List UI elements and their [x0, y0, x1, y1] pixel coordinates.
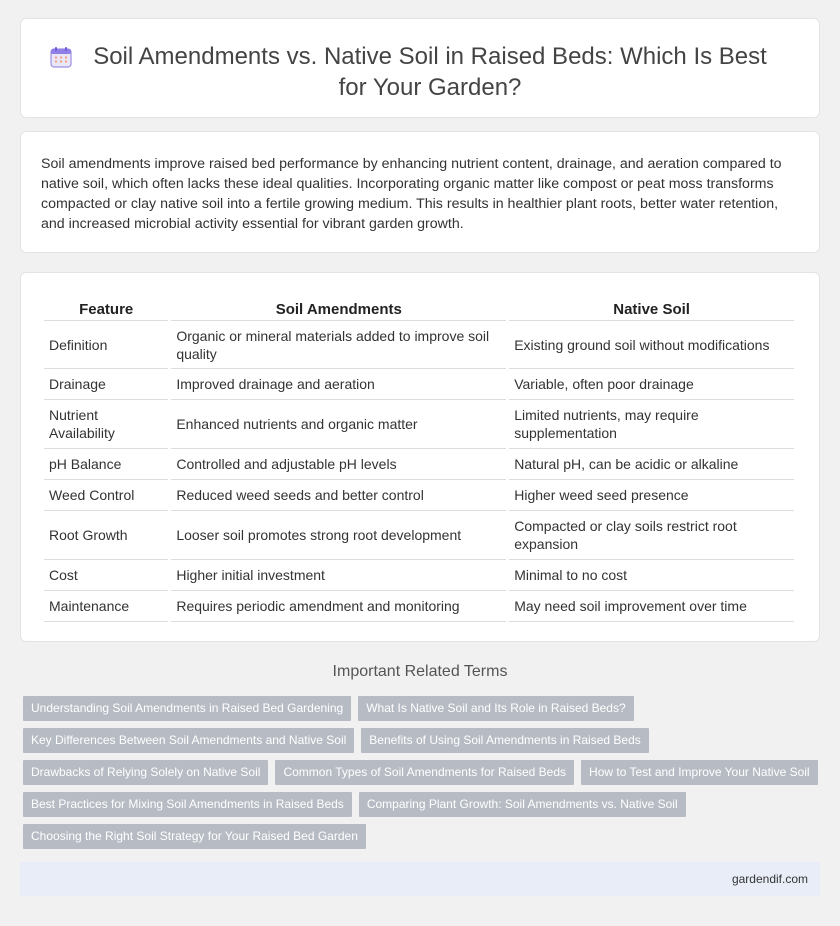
related-term-link[interactable]: Best Practices for Mixing Soil Amendments in Raised Beds	[23, 792, 352, 817]
table-row	[44, 560, 794, 591]
comparison-card	[20, 272, 820, 642]
related-term-link[interactable]: What Is Native Soil and Its Role in Raised Beds?	[358, 696, 633, 721]
amendments-cell: Higher initial investment	[171, 560, 506, 591]
feature-cell: Nutrient Availability	[44, 400, 168, 449]
title-card	[20, 18, 820, 118]
native-cell: May need soil improvement over time	[509, 591, 794, 622]
native-cell: Compacted or clay soils restrict root expansion	[509, 511, 794, 560]
amendments-cell: Organic or mineral materials added to improve soil quality	[171, 321, 506, 369]
amendments-cell: Looser soil promotes strong root development	[171, 511, 506, 560]
table-row	[44, 591, 794, 622]
related-term-link[interactable]: Choosing the Right Soil Strategy for Your Raised Bed Garden	[23, 824, 366, 849]
intro-paragraph: Soil amendments improve raised bed performance by enhancing nutrient content, drainage, and aeration compared to native soil, which often lacks these ideal qualities. Incorporating organic matter like compost or peat moss transforms compacted or clay native soil into a fertile growing medium. This results in healthier plant roots, better water retention, and increased microbial activity essential for vibrant garden growth.	[41, 156, 782, 232]
amendments-cell: Requires periodic amendment and monitoring	[171, 591, 506, 622]
feature-cell: Maintenance	[44, 591, 168, 622]
amendments-cell: Enhanced nutrients and organic matter	[171, 400, 506, 449]
native-cell: Minimal to no cost	[509, 560, 794, 591]
page-title: Soil Amendments vs. Native Soil in Raised Beds: Which Is Best for Your Garden?	[93, 43, 767, 101]
header-native-soil: Native Soil	[509, 294, 794, 321]
table-row	[44, 480, 794, 511]
table-row	[44, 400, 794, 449]
feature-cell: Drainage	[44, 369, 168, 400]
amendments-cell: Controlled and adjustable pH levels	[171, 449, 506, 480]
header-feature: Feature	[44, 294, 168, 321]
amendments-cell: Improved drainage and aeration	[171, 369, 506, 400]
related-term-link[interactable]: Benefits of Using Soil Amendments in Raised Beds	[361, 728, 648, 753]
comparison-table	[41, 294, 797, 622]
tag-row	[23, 824, 823, 849]
header-soil-amendments: Soil Amendments	[171, 294, 506, 321]
feature-cell: Definition	[44, 321, 168, 369]
tag-row	[23, 728, 823, 753]
feature-cell: pH Balance	[44, 449, 168, 480]
table-row	[44, 449, 794, 480]
related-terms-list	[23, 696, 823, 856]
feature-cell: Weed Control	[44, 480, 168, 511]
native-cell: Existing ground soil without modifications	[509, 321, 794, 369]
table-row	[44, 321, 794, 369]
feature-cell: Root Growth	[44, 511, 168, 560]
native-cell: Higher weed seed presence	[509, 480, 794, 511]
table-header-row	[44, 294, 794, 321]
related-term-link[interactable]: How to Test and Improve Your Native Soil	[581, 760, 818, 785]
related-term-link[interactable]: Key Differences Between Soil Amendments and Native Soil	[23, 728, 354, 753]
related-term-link[interactable]: Common Types of Soil Amendments for Raised Beds	[275, 760, 574, 785]
tag-row	[23, 760, 823, 785]
related-terms-title: Important Related Terms	[332, 663, 508, 680]
tag-row	[23, 792, 823, 817]
related-term-link[interactable]: Comparing Plant Growth: Soil Amendments vs. Native Soil	[359, 792, 686, 817]
intro-card	[20, 131, 820, 253]
feature-cell: Cost	[44, 560, 168, 591]
tag-row	[23, 696, 823, 721]
table-row	[44, 511, 794, 560]
native-cell: Natural pH, can be acidic or alkaline	[509, 449, 794, 480]
amendments-cell: Reduced weed seeds and better control	[171, 480, 506, 511]
footer	[20, 862, 820, 896]
native-cell: Limited nutrients, may require supplementation	[509, 400, 794, 449]
table-row	[44, 369, 794, 400]
footer-site-link[interactable]: gardendif.com	[731, 872, 808, 886]
related-term-link[interactable]: Understanding Soil Amendments in Raised Bed Gardening	[23, 696, 351, 721]
native-cell: Variable, often poor drainage	[509, 369, 794, 400]
related-term-link[interactable]: Drawbacks of Relying Solely on Native Soil	[23, 760, 268, 785]
